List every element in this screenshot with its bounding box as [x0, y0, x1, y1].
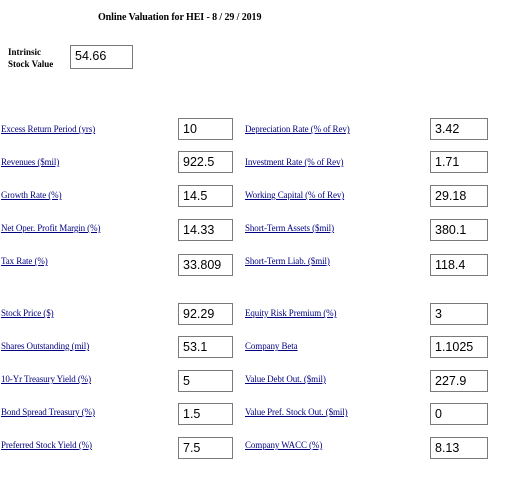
preferred-stock-yield-link[interactable]: Preferred Stock Yield (%) — [1, 440, 92, 450]
company-wacc-link[interactable]: Company WACC (%) — [245, 440, 323, 450]
revenues-link[interactable]: Revenues ($mil) — [1, 157, 60, 167]
preferred-stock-yield-input[interactable]: 7.5 — [178, 437, 233, 459]
company-beta-input[interactable]: 1.1025 — [430, 336, 488, 358]
investment-rate-link[interactable]: Investment Rate (% of Rev) — [245, 157, 344, 167]
short-term-liab-input[interactable]: 118.4 — [430, 254, 488, 276]
equity-risk-premium-input[interactable]: 3 — [430, 303, 488, 325]
bond-spread-treasury-link[interactable]: Bond Spread Treasury (%) — [1, 407, 95, 417]
working-capital-input[interactable]: 29.18 — [430, 185, 488, 207]
company-beta-link[interactable]: Company Beta — [245, 341, 298, 351]
short-term-assets-link[interactable]: Short-Term Assets ($mil) — [245, 223, 334, 233]
treasury-yield-link[interactable]: 10-Yr Treasury Yield (%) — [1, 374, 92, 384]
working-capital-link[interactable]: Working Capital (% of Rev) — [245, 190, 345, 200]
revenues-input[interactable]: 922.5 — [178, 151, 233, 173]
intrinsic-value-field[interactable]: 54.66 — [70, 45, 133, 69]
excess-return-period-link[interactable]: Excess Return Period (yrs) — [1, 124, 96, 134]
depreciation-rate-link[interactable]: Depreciation Rate (% of Rev) — [245, 124, 350, 134]
short-term-assets-input[interactable]: 380.1 — [430, 219, 488, 241]
value-debt-out-link[interactable]: Value Debt Out. ($mil) — [245, 374, 326, 384]
net-oper-profit-margin-input[interactable]: 14.33 — [178, 219, 233, 241]
shares-outstanding-input[interactable]: 53.1 — [178, 336, 233, 358]
shares-outstanding-link[interactable]: Shares Outstanding (mil) — [1, 341, 90, 351]
depreciation-rate-input[interactable]: 3.42 — [430, 118, 488, 140]
value-pref-stock-out-input[interactable]: 0 — [430, 403, 488, 425]
company-wacc-input[interactable]: 8.13 — [430, 437, 488, 459]
net-oper-profit-margin-link[interactable]: Net Oper. Profit Margin (%) — [1, 223, 101, 233]
equity-risk-premium-link[interactable]: Equity Risk Premium (%) — [245, 308, 337, 318]
value-pref-stock-out-link[interactable]: Value Pref. Stock Out. ($mil) — [245, 407, 348, 417]
excess-return-period-input[interactable]: 10 — [178, 118, 233, 140]
value-debt-out-input[interactable]: 227.9 — [430, 370, 488, 392]
intrinsic-value-label: Intrinsic Stock Value — [8, 47, 54, 69]
page-title: Online Valuation for HEI - 8 / 29 / 2019 — [98, 12, 262, 23]
treasury-yield-input[interactable]: 5 — [178, 370, 233, 392]
tax-rate-link[interactable]: Tax Rate (%) — [1, 256, 48, 266]
tax-rate-input[interactable]: 33.809 — [178, 254, 233, 276]
growth-rate-link[interactable]: Growth Rate (%) — [1, 190, 62, 200]
stock-price-input[interactable]: 92.29 — [178, 303, 233, 325]
stock-price-link[interactable]: Stock Price ($) — [1, 308, 54, 318]
investment-rate-input[interactable]: 1.71 — [430, 151, 488, 173]
growth-rate-input[interactable]: 14.5 — [178, 185, 233, 207]
short-term-liab-link[interactable]: Short-Term Liab. ($mil) — [245, 256, 330, 266]
bond-spread-treasury-input[interactable]: 1.5 — [178, 403, 233, 425]
